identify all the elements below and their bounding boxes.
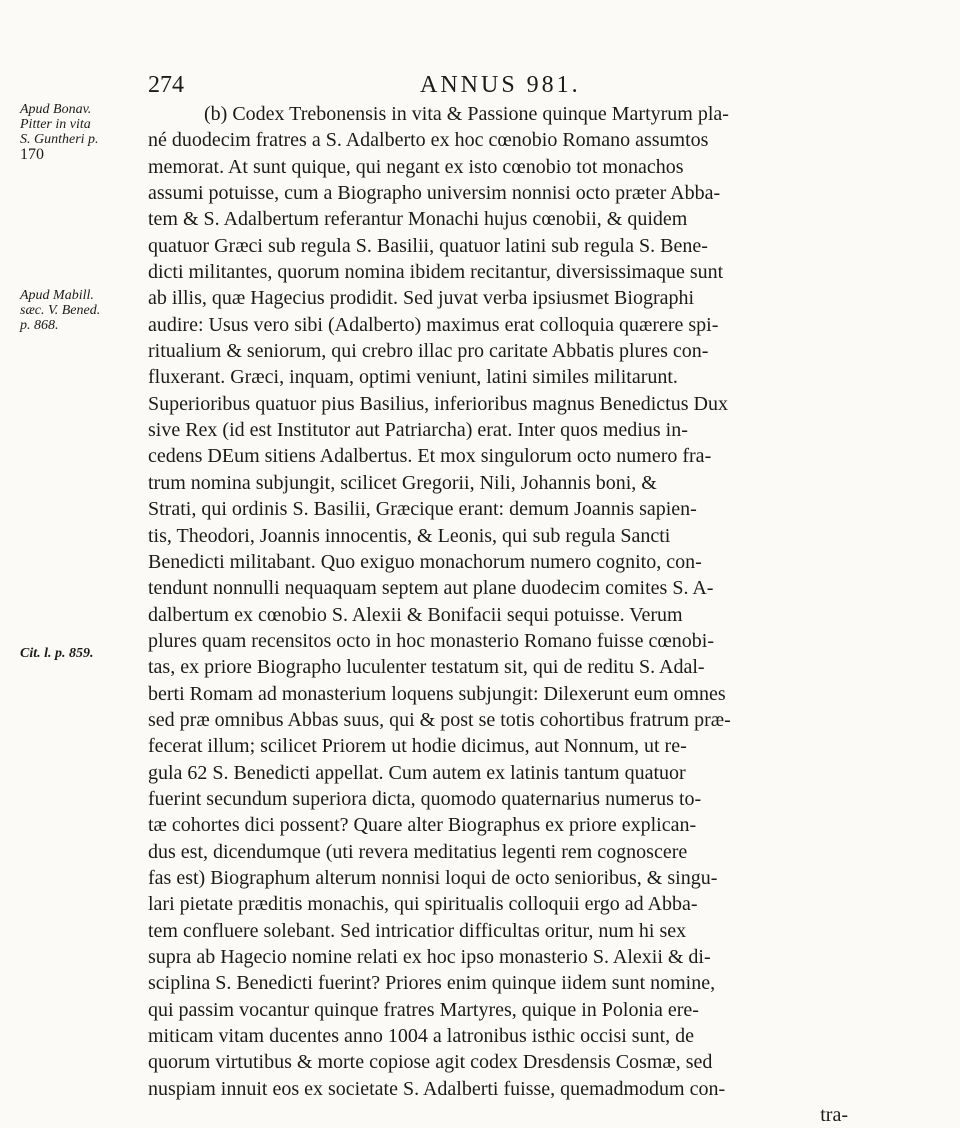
text-line: Strati, qui ordinis S. Basilii, Græcique erant: demum Joannis sapien- [148, 498, 697, 521]
page-header [0, 72, 960, 102]
text-line: sciplina S. Benedicti fuerint? Priores enim quinque iidem sunt nomine, [148, 972, 716, 995]
text-line: né duodecim fratres a S. Adalberto ex hoc cœnobio Romano assumtos [148, 129, 709, 152]
text-line: cedens DEum sitiens Adalbertus. Et mox singulorum octo numero fra- [148, 445, 712, 468]
page-number: 274 [148, 72, 184, 98]
text-line: dicti militantes, quorum nomina ibidem recitantur, diversissimaque sunt [148, 261, 724, 284]
text-line: memorat. At sunt quique, qui negant ex isto cœnobio tot monachos [148, 155, 684, 178]
margin-note-line: Apud Bonav. [20, 102, 92, 117]
margin-note-line: p. 868. [20, 318, 59, 333]
margin-note-line: Cit. l. p. 859. [20, 646, 94, 661]
running-head: ANNUS 981. [420, 72, 581, 98]
body-text [148, 101, 848, 1128]
text-line: tem & S. Adalbertum referantur Monachi hujus cœnobii, & quidem [148, 208, 688, 231]
text-line: quorum virtutibus & morte copiose agit codex Dresdensis Cosmæ, sed [148, 1051, 713, 1074]
margin-note-mabill [20, 288, 148, 333]
text-line: sive Rex (id est Institutor aut Patriarcha) erat. Inter quos medius in- [148, 419, 688, 442]
text-line: ritualium & seniorum, qui crebro illac pro caritate Abbatis plures con- [148, 340, 709, 363]
text-line: Benedicti militabant. Quo exiguo monachorum numero cognito, con- [148, 550, 702, 573]
text-line: tæ cohortes dici possent? Quare alter Biographus ex priore explican- [148, 814, 697, 837]
margin-note-line: 170 [20, 146, 44, 163]
text-line: qui passim vocantur quinque fratres Martyres, quique in Polonia ere- [148, 998, 699, 1021]
text-line: (b) Codex Trebonensis in vita & Passione quinque Martyrum pla- [204, 103, 729, 125]
margin-note-line: Apud Mabill. [20, 288, 94, 303]
text-line: tas, ex priore Biographo luculenter testatum sit, qui de reditu S. Adal- [148, 656, 705, 679]
text-line: lari pietate præditis monachis, qui spiritualis colloquii ergo ad Abba- [148, 893, 698, 916]
text-line: berti Romam ad monasterium loquens subjungit: Dilexerunt eum omnes [148, 682, 726, 705]
margin-note-line: sæc. V. Bened. [20, 303, 101, 318]
text-line: Superioribus quatuor pius Basilius, inferioribus magnus Benedictus Dux [148, 392, 728, 415]
text-line: audire: Usus vero sibi (Adalberto) maximus erat colloquia quærere spi- [148, 313, 719, 336]
margin-note-bonav [20, 102, 148, 162]
text-line: plures quam recensitos octo in hoc monasterio Romano fuisse cœnobi- [148, 629, 714, 652]
catchword: tra- [820, 1104, 848, 1127]
text-line: sed præ omnibus Abbas suus, qui & post se totis cohortibus fratrum præ- [148, 708, 731, 731]
text-line: tendunt nonnulli nequaquam septem aut plane duodecim comites S. A- [148, 577, 714, 600]
margin-note-line: Pitter in vita [20, 117, 91, 132]
text-line: fuerint secundum superiora dicta, quomodo quaternarius numerus to- [148, 787, 702, 810]
text-line: assumi potuisse, cum a Biographo universim nonnisi octo præter Abba- [148, 182, 721, 205]
text-line: gula 62 S. Benedicti appellat. Cum autem ex latinis tantum quatuor [148, 761, 686, 784]
text-line: trum nomina subjungit, scilicet Gregorii, Nili, Johannis boni, & [148, 471, 657, 494]
text-line: fluxerant. Græci, inquam, optimi veniunt, latini similes militarunt. [148, 366, 678, 389]
text-line: dalbertum ex cœnobio S. Alexii & Bonifacii sequi potuisse. Verum [148, 603, 683, 626]
text-line: ab illis, quæ Hagecius prodidit. Sed juvat verba ipsiusmet Biographi [148, 287, 695, 310]
text-line: dus est, dicendumque (uti revera meditatius legenti rem cognoscere [148, 840, 688, 863]
text-line: nuspiam innuit eos ex societate S. Adalberti fuisse, quemadmodum con- [148, 1077, 726, 1100]
margin-note-cit [20, 646, 148, 661]
text-line: miticam vitam ducentes anno 1004 a latronibus isthic occisi sunt, de [148, 1025, 694, 1048]
text-line: quatuor Græci sub regula S. Basilii, quatuor latini sub regula S. Bene- [148, 234, 708, 257]
text-line: fecerat illum; scilicet Priorem ut hodie dicimus, aut Nonnum, ut re- [148, 735, 687, 758]
text-line: supra ab Hagecio nomine relati ex hoc ipso monasterio S. Alexii & di- [148, 946, 711, 968]
text-line: tis, Theodori, Joannis innocentis, & Leonis, qui sub regula Sancti [148, 524, 671, 547]
text-line: fas est) Biographum alterum nonnisi loqui de octo senioribus, & singu- [148, 866, 718, 889]
margin-note-line: S. Guntheri p. [20, 132, 99, 147]
text-line: tem confluere solebant. Sed intricatior difficultas oritur, num hi sex [148, 919, 687, 942]
